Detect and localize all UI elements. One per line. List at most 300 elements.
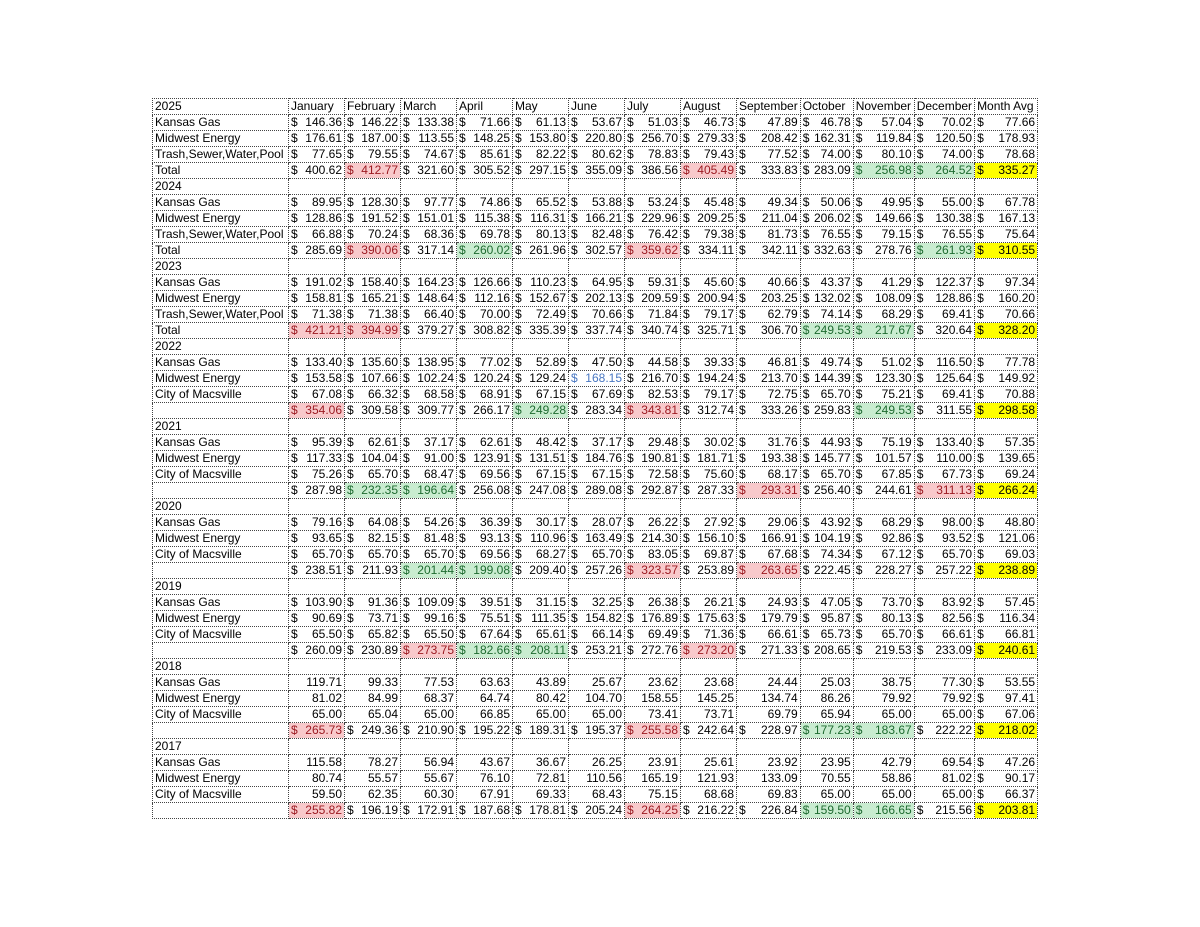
- currency-symbol: $: [739, 723, 746, 737]
- amount-cell: [914, 131, 974, 147]
- amount-value: 208.11: [530, 643, 566, 657]
- amount-cell: [737, 531, 801, 547]
- amount-cell: [345, 307, 401, 323]
- total-cell: [289, 803, 345, 819]
- amount-cell: 55.67: [401, 771, 457, 787]
- amount-cell: [345, 211, 401, 227]
- amount-value: 80.62: [591, 147, 622, 161]
- amount-value: 80.10: [881, 147, 912, 161]
- amount-cell: [975, 387, 1038, 403]
- currency-symbol: $: [571, 627, 578, 641]
- total-cell: [345, 163, 401, 179]
- currency-symbol: $: [515, 195, 522, 209]
- total-row: [153, 643, 1038, 659]
- empty-cell: [681, 419, 737, 435]
- currency-symbol: $: [347, 803, 354, 817]
- currency-symbol: $: [916, 243, 924, 257]
- table-row: [153, 291, 1038, 307]
- amount-value: 90.17: [1005, 771, 1036, 785]
- total-cell: [681, 563, 737, 579]
- amount-value: 229.96: [641, 211, 678, 225]
- amount-value: 125.64: [935, 371, 973, 385]
- amount-cell: [513, 435, 569, 451]
- amount-cell: [681, 355, 737, 371]
- amount-value: 133.40: [935, 435, 973, 449]
- currency-symbol: $: [291, 435, 298, 449]
- amount-value: 123.30: [875, 371, 912, 385]
- amount-cell: [681, 275, 737, 291]
- currency-symbol: $: [347, 563, 354, 577]
- total-cell: [800, 723, 853, 739]
- currency-symbol: $: [291, 115, 298, 129]
- amount-value: 421.21: [305, 323, 342, 337]
- amount-cell: [401, 435, 457, 451]
- amount-cell: [853, 147, 914, 163]
- amount-value: 73.71: [367, 611, 398, 625]
- amount-cell: [975, 611, 1038, 627]
- amount-value: 53.24: [647, 195, 678, 209]
- amount-value: 79.16: [311, 515, 342, 529]
- currency-symbol: $: [403, 275, 410, 289]
- currency-symbol: $: [347, 371, 354, 385]
- currency-symbol: $: [403, 307, 410, 321]
- amount-cell: [853, 387, 914, 403]
- total-cell: [737, 243, 801, 259]
- currency-symbol: $: [977, 531, 984, 545]
- total-cell: [914, 563, 974, 579]
- currency-symbol: $: [683, 147, 690, 161]
- amount-cell: [914, 291, 974, 307]
- amount-value: 92.86: [881, 531, 912, 545]
- amount-value: 45.60: [703, 275, 734, 289]
- amount-cell: [289, 211, 345, 227]
- currency-symbol: $: [739, 195, 746, 209]
- currency-symbol: $: [291, 723, 298, 737]
- empty-cell: [401, 579, 457, 595]
- total-cell: [800, 563, 853, 579]
- amount-cell: [569, 627, 625, 643]
- currency-symbol: $: [916, 371, 924, 385]
- amount-value: 65.73: [820, 627, 851, 641]
- amount-value: 67.68: [767, 547, 798, 561]
- amount-value: 47.26: [1005, 755, 1036, 769]
- amount-cell: [401, 627, 457, 643]
- currency-symbol: $: [916, 147, 924, 161]
- amount-cell: [401, 307, 457, 323]
- currency-symbol: $: [403, 643, 410, 657]
- empty-cell: [737, 659, 801, 675]
- amount-cell: [853, 115, 914, 131]
- currency-symbol: $: [571, 483, 578, 497]
- total-cell: [625, 723, 681, 739]
- currency-symbol: $: [802, 243, 810, 257]
- amount-value: 255.58: [641, 723, 678, 737]
- currency-symbol: $: [291, 131, 298, 145]
- total-cell: [914, 243, 974, 259]
- currency-symbol: $: [291, 563, 298, 577]
- amount-cell: [737, 435, 801, 451]
- currency-symbol: $: [683, 515, 690, 529]
- amount-value: 359.62: [641, 243, 678, 257]
- currency-symbol: $: [739, 515, 746, 529]
- currency-symbol: $: [855, 227, 863, 241]
- total-cell: [513, 163, 569, 179]
- empty-cell: [289, 579, 345, 595]
- amount-value: 64.08: [367, 515, 398, 529]
- amount-cell: 23.92: [737, 755, 801, 771]
- amount-cell: [681, 307, 737, 323]
- currency-symbol: $: [459, 355, 466, 369]
- amount-value: 51.03: [647, 115, 678, 129]
- empty-cell: [457, 259, 513, 275]
- currency-symbol: $: [627, 547, 634, 561]
- total-cell: [401, 803, 457, 819]
- currency-symbol: $: [291, 627, 298, 641]
- total-cell: [975, 323, 1038, 339]
- row-label: Total: [153, 323, 289, 339]
- amount-cell: [457, 467, 513, 483]
- amount-value: 47.50: [591, 355, 622, 369]
- currency-symbol: $: [916, 115, 924, 129]
- amount-value: 28.07: [591, 515, 622, 529]
- amount-cell: [737, 147, 801, 163]
- currency-symbol: $: [855, 483, 863, 497]
- amount-value: 148.25: [473, 131, 510, 145]
- amount-cell: 65.00: [914, 787, 974, 803]
- amount-value: 153.58: [305, 371, 342, 385]
- amount-cell: [914, 451, 974, 467]
- currency-symbol: $: [627, 435, 634, 449]
- currency-symbol: $: [855, 547, 863, 561]
- amount-value: 104.04: [361, 451, 398, 465]
- amount-value: 57.45: [1005, 595, 1036, 609]
- amount-value: 261.93: [935, 243, 973, 257]
- currency-symbol: $: [291, 163, 298, 177]
- currency-symbol: $: [855, 403, 863, 417]
- amount-value: 71.66: [479, 115, 510, 129]
- currency-symbol: $: [977, 291, 984, 305]
- amount-value: 74.34: [820, 547, 851, 561]
- empty-cell: [569, 419, 625, 435]
- currency-symbol: $: [515, 435, 522, 449]
- amount-value: 332.63: [814, 243, 851, 257]
- total-cell: [625, 243, 681, 259]
- amount-cell: 23.91: [625, 755, 681, 771]
- amount-value: 65.82: [367, 627, 398, 641]
- amount-value: 208.42: [761, 131, 798, 145]
- currency-symbol: $: [571, 531, 578, 545]
- amount-cell: [800, 195, 853, 211]
- amount-value: 65.70: [881, 627, 912, 641]
- amount-cell: [975, 211, 1038, 227]
- total-cell: [513, 323, 569, 339]
- amount-value: 43.37: [820, 275, 851, 289]
- amount-value: 159.50: [814, 803, 851, 817]
- currency-symbol: $: [855, 355, 863, 369]
- currency-symbol: $: [459, 147, 466, 161]
- amount-cell: [853, 131, 914, 147]
- amount-value: 65.70: [942, 547, 973, 561]
- amount-value: 222.22: [935, 723, 973, 737]
- amount-value: 162.31: [814, 131, 851, 145]
- amount-value: 126.66: [473, 275, 510, 289]
- amount-cell: [681, 211, 737, 227]
- amount-value: 153.80: [529, 131, 566, 145]
- year-header-row: [153, 179, 1038, 195]
- currency-symbol: $: [291, 451, 298, 465]
- amount-value: 29.48: [647, 435, 678, 449]
- amount-value: 40.66: [767, 275, 798, 289]
- amount-cell: [625, 467, 681, 483]
- amount-cell: 165.19: [625, 771, 681, 787]
- currency-symbol: $: [459, 195, 466, 209]
- amount-value: 249.53: [875, 403, 912, 417]
- total-cell: [625, 403, 681, 419]
- total-cell: [853, 243, 914, 259]
- row-label: Trash,Sewer,Water,Pool: [153, 307, 289, 323]
- currency-symbol: $: [977, 403, 984, 417]
- empty-cell: [853, 499, 914, 515]
- amount-value: 65.70: [820, 387, 851, 401]
- amount-value: 328.20: [998, 323, 1036, 337]
- amount-cell: [289, 611, 345, 627]
- amount-value: 69.56: [479, 467, 510, 481]
- amount-cell: 69.54: [914, 755, 974, 771]
- amount-value: 183.67: [875, 723, 912, 737]
- year-label: 2018: [153, 659, 289, 675]
- amount-value: 119.84: [875, 131, 912, 145]
- currency-symbol: $: [403, 147, 410, 161]
- currency-symbol: $: [802, 403, 810, 417]
- currency-symbol: $: [459, 275, 466, 289]
- currency-symbol: $: [739, 547, 746, 561]
- currency-symbol: $: [916, 515, 924, 529]
- amount-cell: [914, 355, 974, 371]
- currency-symbol: $: [627, 723, 634, 737]
- amount-value: 67.85: [881, 467, 912, 481]
- amount-cell: [513, 211, 569, 227]
- currency-symbol: $: [977, 483, 984, 497]
- amount-cell: [289, 355, 345, 371]
- amount-value: 191.52: [361, 211, 398, 225]
- amount-cell: [401, 387, 457, 403]
- empty-cell: [513, 579, 569, 595]
- currency-symbol: $: [571, 435, 578, 449]
- amount-cell: [345, 291, 401, 307]
- year-header-row: [153, 499, 1038, 515]
- currency-symbol: $: [459, 595, 466, 609]
- amount-value: 201.44: [417, 563, 454, 577]
- amount-value: 253.21: [585, 643, 622, 657]
- amount-cell: [681, 435, 737, 451]
- amount-cell: [800, 307, 853, 323]
- total-cell: [457, 323, 513, 339]
- currency-symbol: $: [459, 323, 466, 337]
- amount-cell: [569, 227, 625, 243]
- amount-cell: [569, 387, 625, 403]
- amount-cell: [853, 547, 914, 563]
- amount-value: 132.02: [814, 291, 851, 305]
- currency-symbol: $: [855, 595, 863, 609]
- empty-cell: [625, 259, 681, 275]
- amount-cell: [569, 275, 625, 291]
- total-cell: [569, 483, 625, 499]
- amount-cell: 158.55: [625, 691, 681, 707]
- currency-symbol: $: [855, 163, 863, 177]
- year-label: 2025: [153, 99, 289, 115]
- total-cell: [513, 803, 569, 819]
- amount-value: 66.81: [1005, 627, 1036, 641]
- currency-symbol: $: [515, 131, 522, 145]
- amount-value: 72.58: [647, 467, 678, 481]
- currency-symbol: $: [916, 643, 924, 657]
- currency-symbol: $: [515, 163, 522, 177]
- currency-symbol: $: [291, 547, 298, 561]
- empty-cell: [737, 339, 801, 355]
- total-cell: [513, 483, 569, 499]
- amount-cell: [345, 275, 401, 291]
- amount-value: 121.06: [998, 531, 1036, 545]
- currency-symbol: $: [802, 611, 810, 625]
- amount-value: 97.41: [1005, 691, 1036, 705]
- amount-value: 309.58: [361, 403, 398, 417]
- amount-cell: [401, 115, 457, 131]
- empty-cell: [737, 179, 801, 195]
- amount-cell: 145.25: [681, 691, 737, 707]
- currency-symbol: $: [347, 547, 354, 561]
- currency-symbol: $: [977, 275, 984, 289]
- total-cell: [800, 643, 853, 659]
- amount-value: 31.15: [535, 595, 566, 609]
- amount-cell: 55.57: [345, 771, 401, 787]
- currency-symbol: $: [916, 595, 924, 609]
- amount-cell: [569, 195, 625, 211]
- row-label: [153, 643, 289, 659]
- amount-value: 41.29: [881, 275, 912, 289]
- amount-cell: [569, 355, 625, 371]
- amount-value: 244.61: [875, 483, 912, 497]
- total-cell: [914, 723, 974, 739]
- amount-value: 238.51: [305, 563, 342, 577]
- total-cell: [975, 803, 1038, 819]
- amount-cell: [513, 627, 569, 643]
- amount-value: 49.74: [820, 355, 851, 369]
- amount-value: 116.34: [999, 611, 1036, 625]
- currency-symbol: $: [571, 195, 578, 209]
- amount-cell: [853, 227, 914, 243]
- amount-value: 67.78: [1005, 195, 1036, 209]
- amount-cell: 121.93: [681, 771, 737, 787]
- currency-symbol: $: [347, 275, 354, 289]
- currency-symbol: $: [347, 355, 354, 369]
- amount-value: 77.02: [479, 355, 510, 369]
- currency-symbol: $: [459, 451, 466, 465]
- currency-symbol: $: [802, 547, 810, 561]
- currency-symbol: $: [627, 803, 634, 817]
- amount-cell: 59.50: [289, 787, 345, 803]
- amount-cell: [569, 147, 625, 163]
- amount-cell: [569, 547, 625, 563]
- row-label: Midwest Energy: [153, 451, 289, 467]
- amount-value: 93.52: [942, 531, 973, 545]
- amount-value: 82.48: [591, 227, 622, 241]
- amount-cell: [800, 547, 853, 563]
- table-row: [153, 611, 1038, 627]
- amount-cell: 70.55: [800, 771, 853, 787]
- currency-symbol: $: [977, 595, 984, 609]
- month-header-august: August: [681, 99, 737, 115]
- amount-cell: [800, 627, 853, 643]
- amount-cell: [737, 307, 801, 323]
- total-row: [153, 803, 1038, 819]
- amount-value: 82.53: [647, 387, 678, 401]
- amount-value: 82.22: [535, 147, 566, 161]
- total-cell: [914, 643, 974, 659]
- amount-cell: [289, 595, 345, 611]
- total-cell: [681, 323, 737, 339]
- amount-value: 107.66: [361, 371, 398, 385]
- currency-symbol: $: [739, 243, 746, 257]
- amount-value: 226.84: [761, 803, 798, 817]
- amount-cell: [457, 195, 513, 211]
- amount-value: 72.75: [767, 387, 798, 401]
- empty-cell: [975, 419, 1038, 435]
- currency-symbol: $: [291, 291, 298, 305]
- amount-cell: [625, 211, 681, 227]
- amount-value: 102.24: [417, 371, 454, 385]
- currency-symbol: $: [802, 227, 810, 241]
- currency-symbol: $: [515, 467, 522, 481]
- currency-symbol: $: [347, 643, 354, 657]
- amount-value: 177.23: [814, 723, 851, 737]
- amount-value: 123.91: [473, 451, 510, 465]
- amount-cell: [800, 147, 853, 163]
- currency-symbol: $: [515, 403, 522, 417]
- currency-symbol: $: [459, 547, 466, 561]
- currency-symbol: $: [739, 467, 746, 481]
- currency-symbol: $: [459, 611, 466, 625]
- total-cell: [345, 723, 401, 739]
- amount-cell: [914, 611, 974, 627]
- total-cell: [681, 803, 737, 819]
- currency-symbol: $: [802, 291, 810, 305]
- currency-symbol: $: [459, 243, 466, 257]
- amount-value: 193.38: [761, 451, 798, 465]
- empty-cell: [853, 579, 914, 595]
- amount-cell: 65.00: [914, 707, 974, 723]
- year-label: 2024: [153, 179, 289, 195]
- amount-value: 51.02: [881, 355, 912, 369]
- amount-cell: [289, 451, 345, 467]
- amount-value: 62.61: [367, 435, 398, 449]
- amount-value: 293.31: [761, 483, 798, 497]
- amount-cell: [800, 451, 853, 467]
- currency-symbol: $: [802, 211, 810, 225]
- amount-value: 400.62: [305, 163, 342, 177]
- amount-cell: [800, 611, 853, 627]
- amount-value: 109.09: [417, 595, 454, 609]
- currency-symbol: $: [916, 131, 924, 145]
- currency-symbol: $: [683, 355, 690, 369]
- amount-cell: [625, 131, 681, 147]
- amount-value: 65.70: [367, 547, 398, 561]
- amount-cell: [513, 307, 569, 323]
- currency-symbol: $: [571, 451, 578, 465]
- amount-value: 48.80: [1005, 515, 1036, 529]
- amount-value: 179.79: [761, 611, 798, 625]
- currency-symbol: $: [802, 163, 810, 177]
- currency-symbol: $: [739, 147, 746, 161]
